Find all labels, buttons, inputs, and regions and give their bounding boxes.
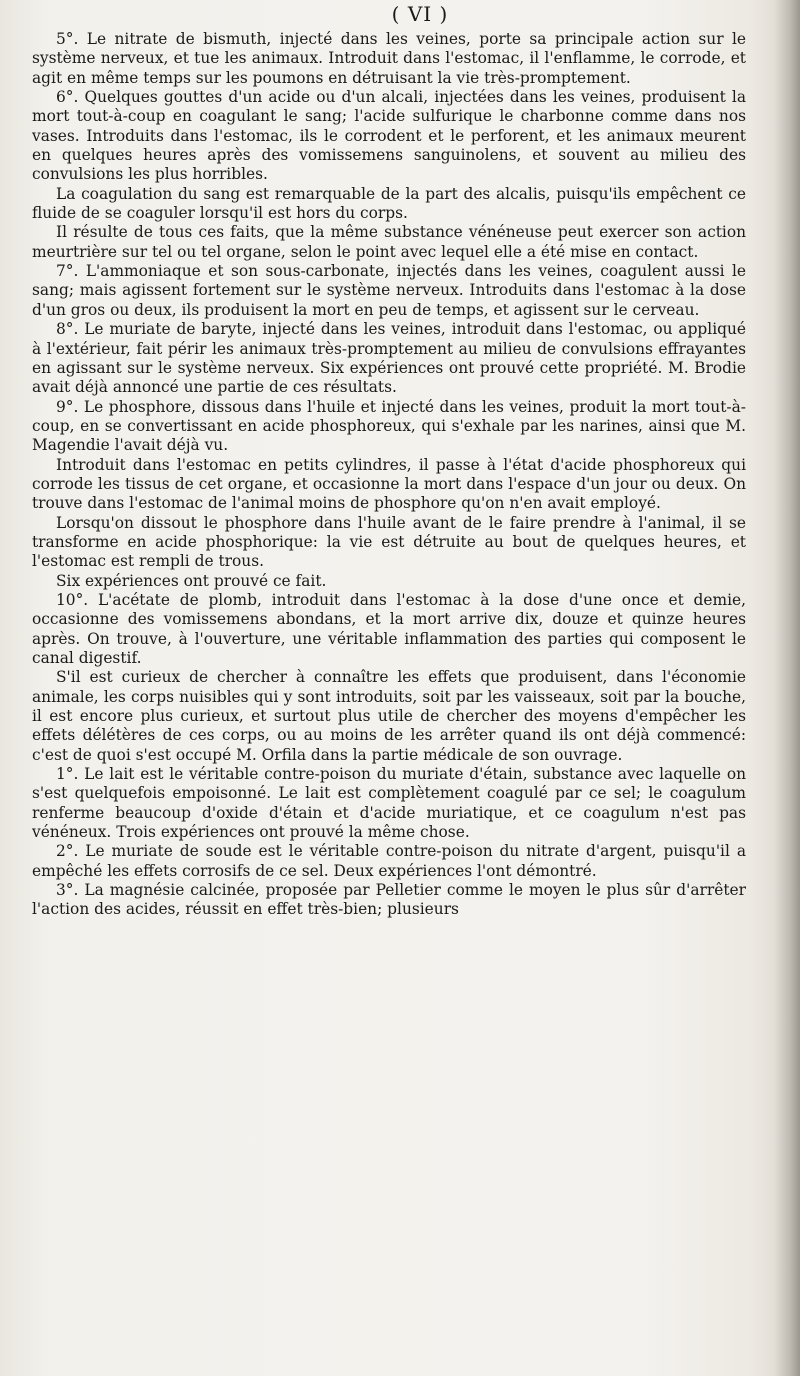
paragraph-15: 3°. La magnésie calcinée, proposée par Pelletier comme le moyen le plus sûr d'arrêter l'action des acides, réussit en effet très-bien; plusieurs: [32, 881, 746, 919]
paragraph-12: S'il est curieux de chercher à connaître les effets que produisent, dans l'économie animale, les corps nuisibles qui y sont introduits, soit par les vaisseaux, soit par la bouche, il est encore plus curieux, et surtout plus utile de chercher des moyens d'empêcher les effets délétères de ces corps, ou au moins de les arrêter quand ils ont déjà commencé: c'est de quoi s'est occupé M. Orfila dans la partie médicale de son ouvrage.: [32, 668, 746, 764]
paragraph-14: 2°. Le muriate de soude est le véritable contre-poison du nitrate d'argent, puisqu'il a empêché les effets corrosifs de ce sel. Deux expériences l'ont démontré.: [32, 842, 746, 880]
paragraph-5: 7°. L'ammoniaque et son sous-carbonate, injectés dans les veines, coagulent aussi le sang; mais agissent fortement sur le système nerveux. Introduits dans l'estomac à la dose d'un gros ou deux, ils produisent la mort en peu de temps, et agissent sur le cerveau.: [32, 262, 746, 319]
paragraph-10: Six expériences ont prouvé ce fait.: [56, 571, 327, 590]
paragraph-1: 5°. Le nitrate de bismuth, injecté dans les veines, porte sa principale action sur le système nerveux, et tue les animaux. Introduit dans l'estomac, il l'enflamme, le corrode, et agit en même temps sur les poumons en détruisant la vie très-promptement.: [32, 30, 746, 87]
page-folio: ( VI ): [391, 2, 449, 26]
paragraph-3: La coagulation du sang est remarquable de la part des alcalis, puisqu'ils empêchent ce fluide de se coaguler lorsqu'il est hors du corps.: [32, 184, 746, 223]
paragraph-2: 6°. Quelques gouttes d'un acide ou d'un alcali, injectées dans les veines, produisent la mort tout-à-coup en coagulant le sang; l'acide sulfurique le charbonne comme dans nos vases. Introduits dans l'estomac, ils le corrodent et le perforent, et les animaux meurent en quelques heures après des vomissemens sanguinolens, et souvent au milieu des convulsions les plus horribles.: [32, 88, 746, 184]
body-text: [32, 30, 746, 920]
paragraph-9: Lorsqu'on dissout le phosphore dans l'huile avant de le faire prendre à l'animal, il se transforme en acide phosphorique: la vie est détruite au bout de quelques heures, et l'estomac est rempli de trous.: [32, 513, 746, 571]
paragraph-4: Il résulte de tous ces faits, que la même substance vénéneuse peut exercer son action meurtrière sur tel ou tel organe, selon le point avec lequel elle a été mise en contact.: [32, 223, 746, 261]
paragraph-6: 8°. Le muriate de baryte, injecté dans les veines, introduit dans l'estomac, ou appliqué à l'extérieur, fait périr les animaux très-promptement au milieu de convulsions effrayantes en agissant sur le système nerveux. Six expériences ont prouvé cette propriété. M. Brodie avait déjà annoncé une partie de ces résultats.: [32, 320, 746, 397]
paragraph-7: 9°. Le phosphore, dissous dans l'huile et injecté dans les veines, produit la mort tout-à-coup, en se convertissant en acide phosphoreux, qui s'exhale par les narines, ainsi que M. Magendie l'avait déjà vu.: [32, 397, 746, 455]
paragraph-13: 1°. Le lait est le véritable contre-poison du muriate d'étain, substance avec laquelle on s'est quelquefois empoisonné. Le lait est complètement coagulé par ce sel; le coagulum renferme beaucoup d'oxide d'étain et d'acide muriatique, et ce coagulum n'est pas vénéneux. Trois expériences ont prouvé la même chose.: [32, 765, 746, 842]
paragraph-8: Introduit dans l'estomac en petits cylindres, il passe à l'état d'acide phosphoreux qui corrode les tissus de cet organe, et occasionne la mort dans l'espace d'un jour ou deux. On trouve dans l'estomac de l'animal moins de phosphore qu'on n'en avait employé.: [32, 455, 746, 513]
paragraph-11: 10°. L'acétate de plomb, introduit dans l'estomac à la dose d'une once et demie, occasionne des vomissemens abondans, et la mort arrive dix, douze et quinze heures après. On trouve, à l'ouverture, une véritable inflammation des parties qui composent le canal digestif.: [32, 590, 746, 667]
page-edge-shadow: [774, 0, 800, 1376]
